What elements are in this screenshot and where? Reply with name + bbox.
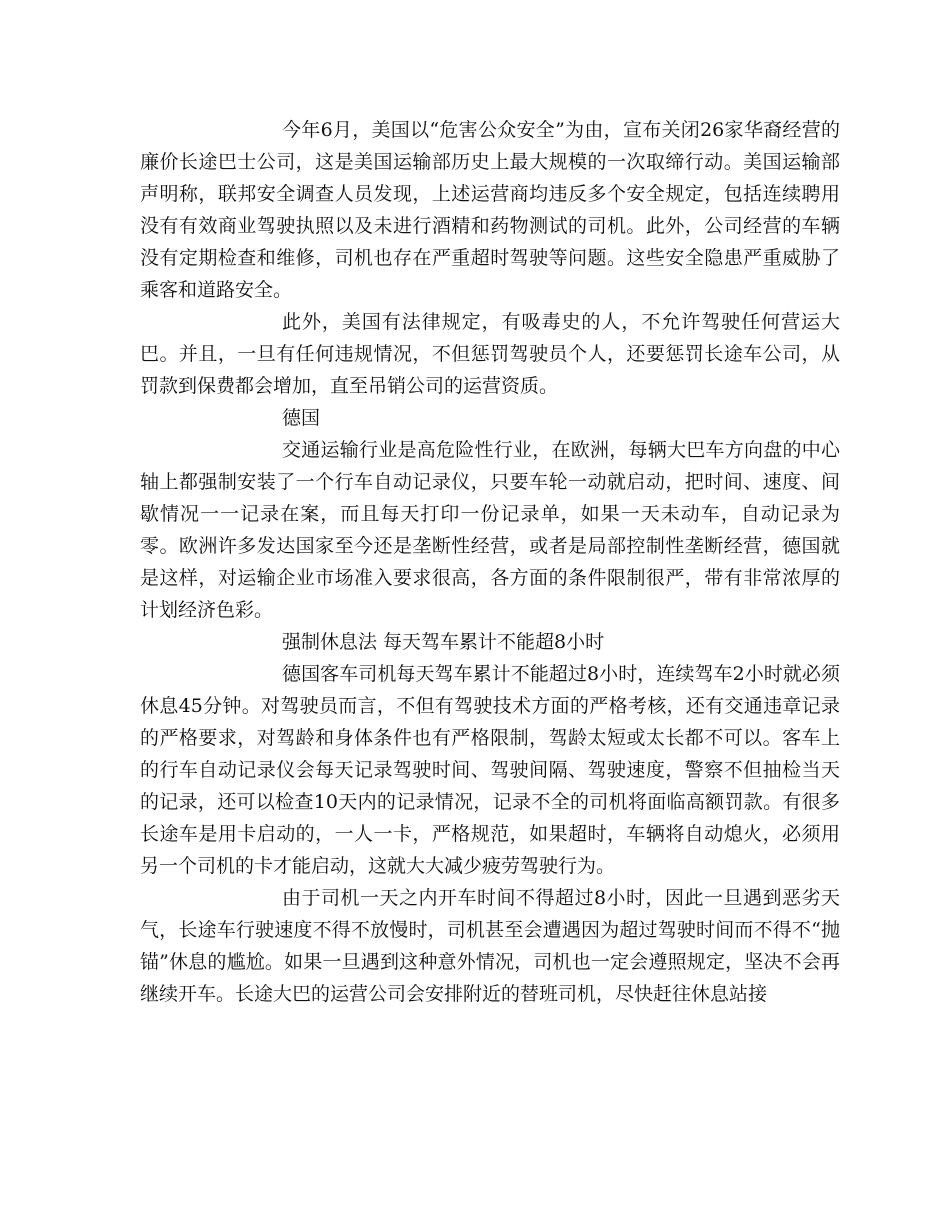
subheading-rest-law: 强制休息法 每天驾车累计不能超8小时 [282, 631, 605, 653]
paragraph-us-bus-closure: 今年6月，美国以“危害公众安全”为由，宣布关闭26家华裔经营的廉价长途巴士公司，这是美国运输部历史上最大规模的一次取缔行动。美国运输部声明称，联邦安全调查人员发现，上述运营商均违反多个安全规定，包括连续聘用没有有效商业驾驶执照以及未进行酒精和药物测试的司机。此外，公司经营的车辆没有定期检查和维修，司机也存在严重超时驾驶等问题。这些安全隐患严重威胁了乘客和道路安全。 [140, 119, 840, 301]
paragraph-europe-recorder: 交通运输行业是高危险性行业，在欧洲，每辆大巴车方向盘的中心轴上都强制安装了一个行车自动记录仪，只要车轮一动就启动，把时间、速度、间歇情况一一记录在案，而且每天打印一份记录单，如果一天未动车，自动记录为零。欧洲许多发达国家至今还是垄断性经营，或者是局部控制性垄断经营，德国就是这样，对运输企业市场准入要求很高，各方面的条件限制很严，带有非常浓厚的计划经济色彩。 [140, 439, 840, 621]
paragraph-germany-driving-hours: 德国客车司机每天驾车累计不能超过8小时，连续驾车2小时就必须休息45分钟。对驾驶员而言，不但有驾驶技术方面的严格考核，还有交通违章记录的严格要求，对驾龄和身体条件也有严格限制，驾龄太短或太长都不可以。客车上的行车自动记录仪会每天记录驾驶时间、驾驶间隔、驾驶速度，警察不但抽检当天的记录，还可以检查10天内的记录情况，记录不全的司机将面临高额罚款。有很多长途车是用卡启动的，一人一卡，严格规范，如果超时，车辆将自动熄火，必须用另一个司机的卡才能启动，这就大大减少疲劳驾驶行为。 [140, 663, 840, 877]
paragraph-bad-weather: 由于司机一天之内开车时间不得超过8小时，因此一旦遇到恶劣天气，长途车行驶速度不得不放慢时，司机甚至会遭遇因为超过驾驶时间而不得不“抛锚”休息的尴尬。如果一旦遇到这种意外情况，司机也一定会遵照规定，坚决不会再继续开车。长途大巴的运营公司会安排附近的替班司机，尽快赶往休息站接 [140, 887, 840, 1005]
section-heading-germany: 德国 [282, 407, 321, 429]
paragraph-us-drug-law: 此外，美国有法律规定，有吸毒史的人，不允许驾驶任何营运大巴。并且，一旦有任何违规情况，不但惩罚驾驶员个人，还要惩罚长途车公司，从罚款到保费都会增加，直至吊销公司的运营资质。 [140, 311, 840, 397]
document-body [140, 114, 840, 1010]
